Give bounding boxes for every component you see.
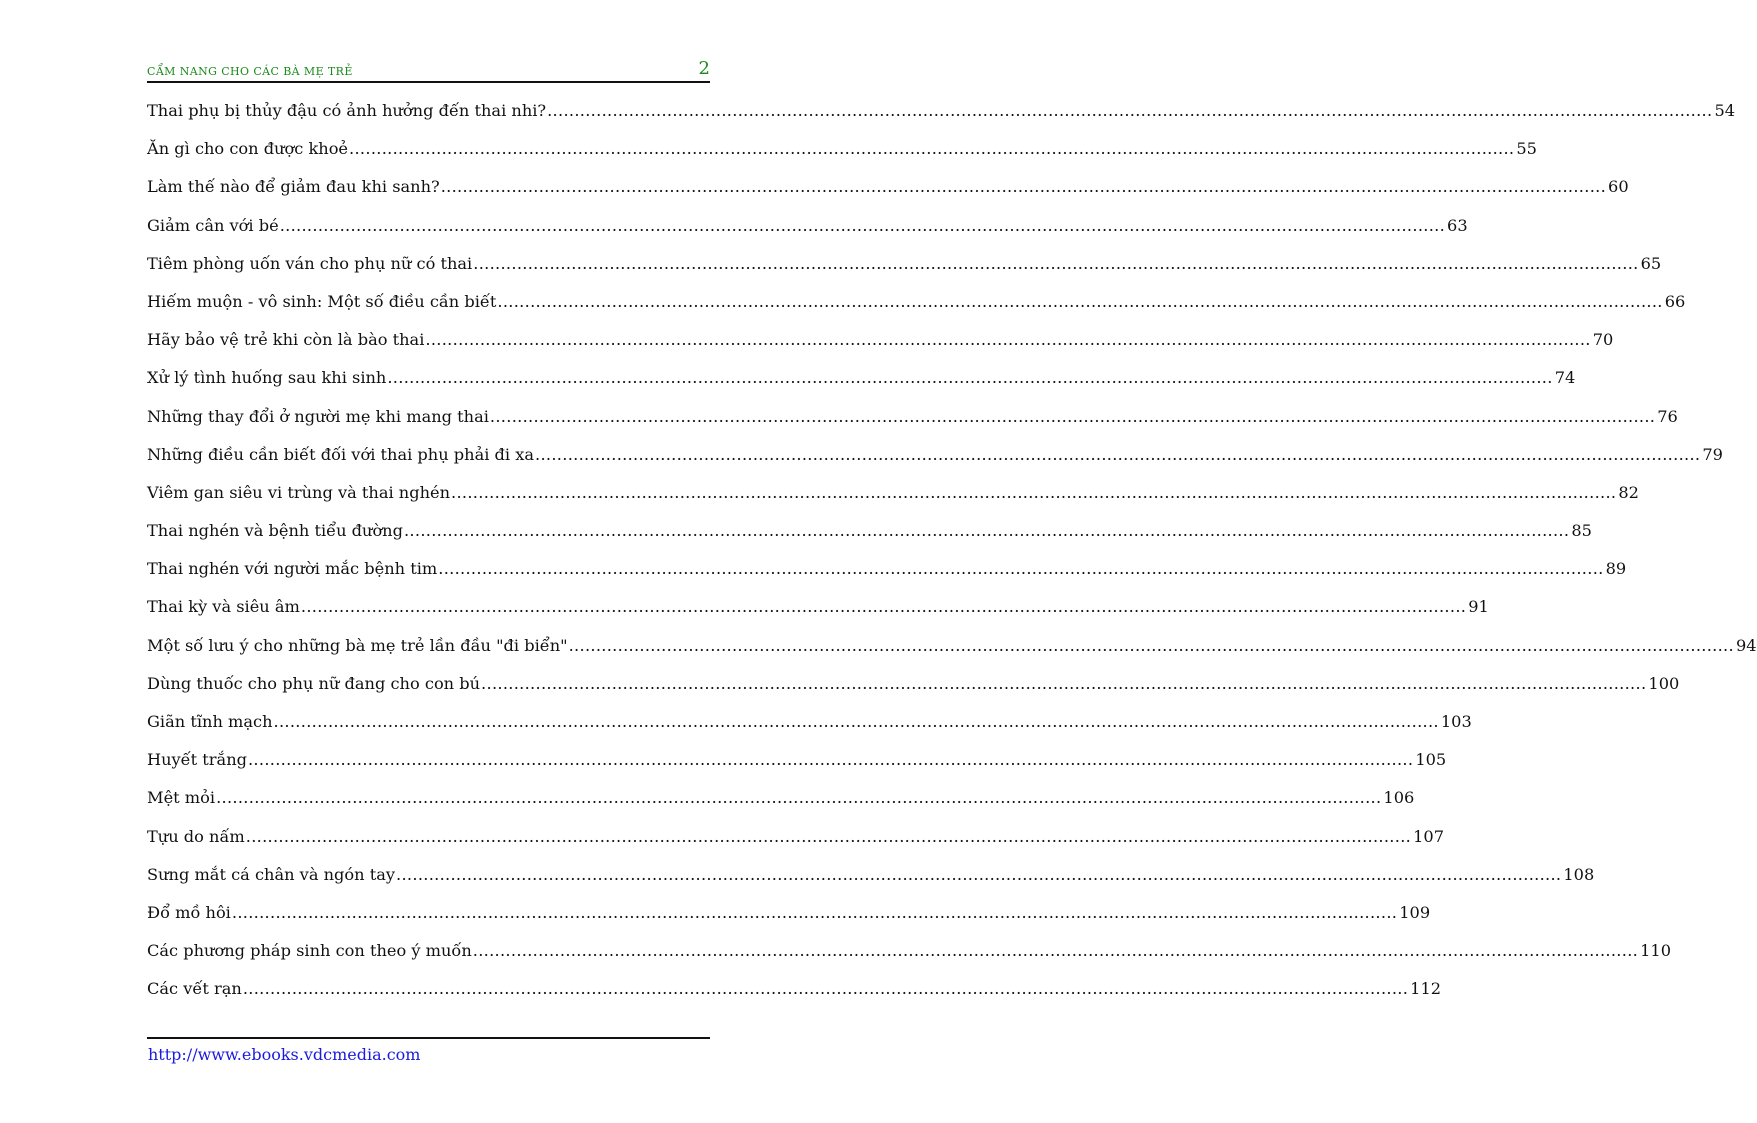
toc-entry-page: 60 — [1608, 177, 1629, 197]
dot-leader — [404, 516, 1569, 546]
toc-entry-page: 91 — [1468, 597, 1489, 617]
dot-leader — [396, 860, 1561, 890]
toc-entry-title: Huyết trắng — [147, 750, 247, 770]
footer-divider — [147, 1037, 710, 1039]
toc-entry-title: Thai nghén và bệnh tiểu đường — [147, 521, 403, 541]
dot-leader — [280, 211, 1445, 241]
dot-leader — [441, 172, 1606, 202]
toc-entry-page: 54 — [1714, 101, 1736, 120]
dot-leader — [438, 554, 1603, 584]
dot-leader — [425, 325, 1590, 355]
toc-entry-page: 105 — [1415, 750, 1447, 770]
toc-entry-title: Một số lưu ý cho những bà mẹ trẻ lần đầu "đi biển" — [147, 635, 568, 655]
toc-entry[interactable] — [147, 134, 1537, 172]
toc-entry-title: Những thay đổi ở người mẹ khi mang thai — [147, 406, 489, 426]
dot-leader — [216, 783, 1381, 813]
toc-entry-page: 109 — [1399, 902, 1431, 922]
toc-entry[interactable] — [147, 783, 1415, 821]
page-number: 2 — [698, 58, 710, 79]
book-title: CẨM NANG CHO CÁC BÀ MẸ TRẺ — [147, 65, 353, 78]
toc-entry-title: Thai kỳ và siêu âm — [147, 597, 300, 617]
toc-entry-page: 110 — [1640, 941, 1671, 961]
dot-leader — [451, 478, 1616, 508]
toc-entry-page: 108 — [1563, 864, 1595, 884]
toc-entry[interactable] — [147, 631, 1757, 669]
toc-entry[interactable] — [147, 249, 1662, 287]
toc-entry[interactable] — [147, 211, 1468, 249]
dot-leader — [569, 631, 1734, 661]
dot-leader — [349, 134, 1514, 164]
toc-entry-page: 85 — [1571, 521, 1592, 541]
toc-entry[interactable] — [147, 287, 1686, 325]
table-of-contents — [147, 96, 1757, 1013]
toc-entry-title: Giảm cân với bé — [147, 215, 279, 235]
toc-entry-page: 107 — [1413, 826, 1444, 846]
dot-leader — [243, 974, 1408, 1004]
toc-entry-title: Các vết rạn — [147, 979, 242, 999]
toc-entry-page: 74 — [1554, 368, 1576, 388]
dot-leader — [497, 287, 1662, 317]
toc-entry-title: Viêm gan siêu vi trùng và thai nghén — [147, 482, 451, 502]
toc-entry-page: 100 — [1648, 673, 1680, 693]
toc-entry[interactable] — [147, 516, 1592, 554]
toc-entry-page: 106 — [1383, 788, 1415, 808]
toc-entry-title: Giãn tĩnh mạch — [147, 712, 273, 731]
toc-entry-page: 82 — [1618, 482, 1639, 502]
dot-leader — [473, 936, 1638, 966]
toc-entry-page: 103 — [1440, 712, 1472, 731]
toc-entry-title: Tựu do nấm — [147, 826, 245, 846]
toc-entry-title: Ăn gì cho con được khoẻ — [147, 139, 349, 159]
page-header — [147, 60, 710, 83]
toc-entry-title: Các phương pháp sinh con theo ý muốn — [147, 941, 472, 961]
dot-leader — [547, 96, 1712, 126]
toc-entry[interactable] — [147, 440, 1723, 478]
toc-entry[interactable] — [147, 936, 1671, 974]
toc-entry-page: 79 — [1702, 444, 1723, 464]
toc-entry-page: 76 — [1657, 406, 1678, 426]
toc-entry[interactable] — [147, 172, 1629, 210]
toc-entry[interactable] — [147, 478, 1639, 516]
toc-entry[interactable] — [147, 974, 1442, 1012]
toc-entry-title: Tiêm phòng uốn ván cho phụ nữ có thai — [147, 253, 473, 273]
toc-entry-page: 65 — [1640, 253, 1662, 273]
toc-entry-title: Mệt mỏi — [147, 788, 216, 808]
toc-entry-title: Xử lý tình huống sau khi sinh — [147, 368, 387, 388]
dot-leader — [301, 592, 1466, 622]
toc-entry[interactable] — [147, 325, 1614, 363]
dot-leader — [481, 669, 1646, 699]
toc-entry[interactable] — [147, 669, 1680, 707]
toc-entry-page: 112 — [1410, 979, 1442, 999]
toc-entry-page: 94 — [1735, 635, 1757, 655]
toc-entry[interactable] — [147, 402, 1678, 440]
toc-entry-title: Thai nghén với người mắc bệnh tim — [147, 559, 438, 579]
toc-entry-title: Thai phụ bị thủy đậu có ảnh hưởng đến thai nhi? — [147, 101, 547, 120]
toc-entry-title: Dùng thuốc cho phụ nữ đang cho con bú — [147, 673, 481, 693]
dot-leader — [274, 707, 1439, 737]
toc-entry[interactable] — [147, 96, 1736, 134]
toc-entry-title: Làm thế nào để giảm đau khi sanh? — [147, 177, 440, 197]
footer-link[interactable]: http://www.ebooks.vdcmedia.com — [148, 1045, 421, 1064]
toc-entry[interactable] — [147, 554, 1627, 592]
toc-entry-title: Hãy bảo vệ trẻ khi còn là bào thai — [147, 330, 425, 350]
toc-entry[interactable] — [147, 592, 1489, 630]
dot-leader — [490, 402, 1655, 432]
toc-entry-title: Hiếm muộn - vô sinh: Một số điều cần biết — [147, 291, 497, 311]
toc-entry-page: 70 — [1592, 330, 1614, 350]
dot-leader — [248, 745, 1413, 775]
toc-entry-page: 89 — [1605, 559, 1627, 579]
toc-entry-title: Đổ mồ hôi — [147, 902, 231, 922]
toc-entry-page: 63 — [1447, 215, 1468, 235]
toc-entry[interactable] — [147, 363, 1576, 401]
dot-leader — [246, 822, 1411, 852]
toc-entry-title: Những điều cần biết đối với thai phụ phải đi xa — [147, 444, 535, 464]
toc-entry-page: 66 — [1664, 291, 1686, 311]
dot-leader — [232, 898, 1397, 928]
dot-leader — [535, 440, 1700, 470]
dot-leader — [387, 363, 1552, 393]
toc-entry[interactable] — [147, 898, 1431, 936]
toc-entry[interactable] — [147, 860, 1595, 898]
toc-entry-title: Sưng mắt cá chân và ngón tay — [147, 864, 396, 884]
toc-entry[interactable] — [147, 745, 1447, 783]
toc-entry[interactable] — [147, 707, 1472, 745]
toc-entry-page: 55 — [1516, 139, 1537, 159]
dot-leader — [473, 249, 1638, 279]
toc-entry[interactable] — [147, 822, 1444, 860]
